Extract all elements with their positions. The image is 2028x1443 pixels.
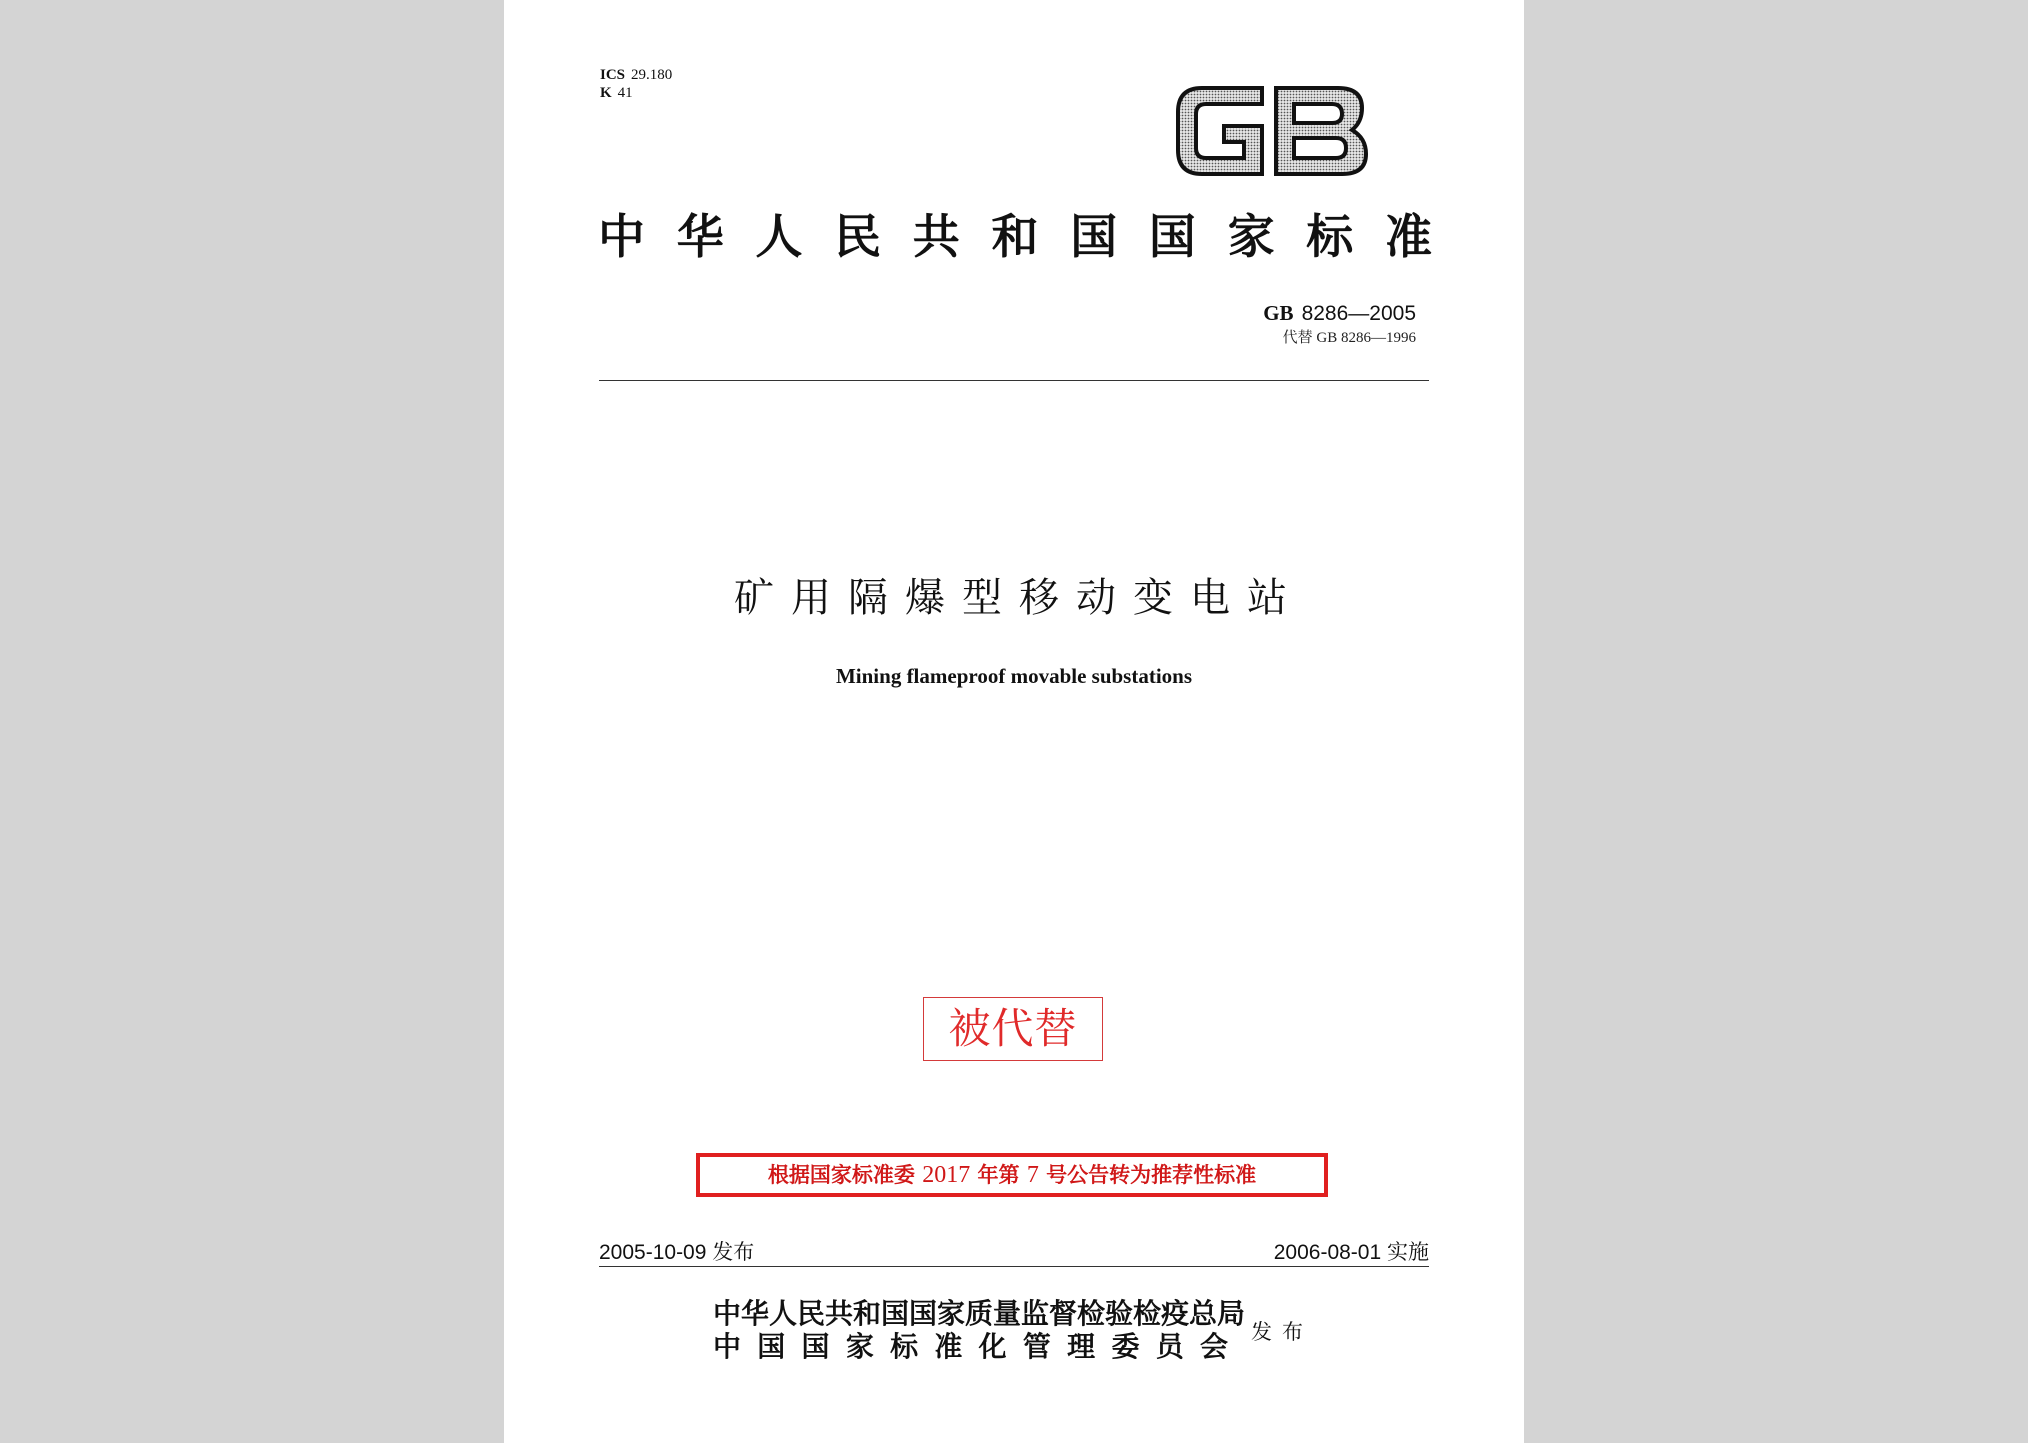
classification-codes: [600, 66, 672, 102]
ics-label: ICS: [600, 67, 626, 83]
standard-prefix: GB: [1263, 301, 1294, 325]
notice-year: 2017: [922, 1162, 971, 1188]
replaced-stamp: 被代替: [923, 997, 1103, 1061]
gb-logo: [1172, 78, 1372, 182]
header-divider: [599, 380, 1429, 381]
ics-value: 29.180: [631, 67, 673, 83]
standard-number: [1239, 301, 1416, 326]
ccs-label: K: [600, 85, 612, 101]
issue-label: 发布: [1251, 1320, 1313, 1344]
issue-date: 2005-10-09 发布: [599, 1241, 755, 1264]
ccs-value: 41: [617, 85, 633, 101]
notice-text-after: 号公告转为推荐性标准: [1038, 1162, 1257, 1187]
notice-text-before: 根据国家标准委: [767, 1162, 923, 1187]
standard-number-value: 8286—2005: [1301, 302, 1416, 325]
recommended-standard-notice: [696, 1153, 1328, 1197]
issuer-sac: 中国国家标准化管理委员会: [713, 1330, 1228, 1363]
national-standard-title: 中华人民共和国国家标准: [598, 210, 1432, 265]
notice-text-mid: 年第: [970, 1162, 1027, 1187]
footer-divider: [599, 1266, 1429, 1267]
document-page: [504, 0, 1524, 1443]
replaces-standard: 代替 GB 8286—1996: [1282, 330, 1416, 346]
issuer-aqsiq: 中华人民共和国国家质量监督检验检疫总局: [713, 1297, 1246, 1330]
document-title-en: Mining flameproof movable substations: [835, 664, 1193, 688]
document-title-cn: 矿用隔爆型移动变电站: [734, 575, 1304, 621]
implementation-date: 2006-08-01 实施: [1273, 1241, 1429, 1264]
notice-number: 7: [1026, 1162, 1039, 1188]
